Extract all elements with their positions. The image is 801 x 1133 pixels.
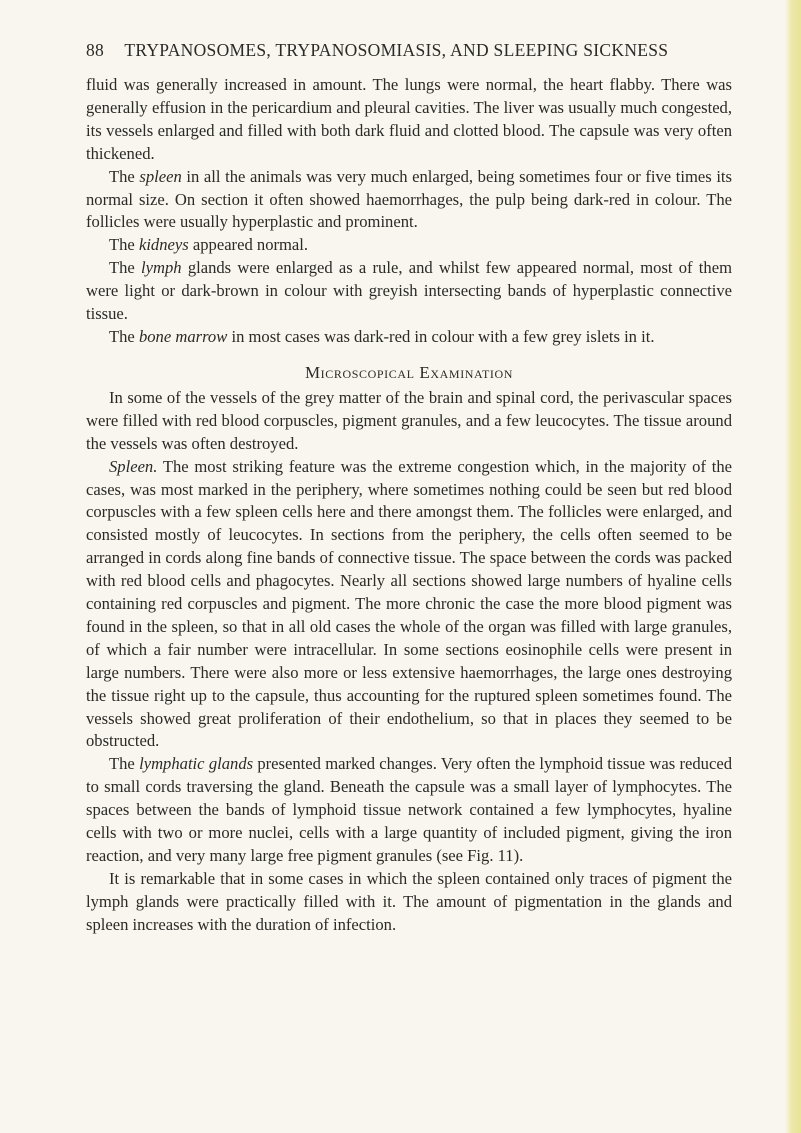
- page-number: 88: [86, 40, 105, 60]
- body-text: [86, 74, 732, 937]
- lymphatic-glands-term: lymphatic glands: [139, 754, 254, 774]
- spleen-heading-term: Spleen.: [109, 456, 158, 476]
- page-edge: [785, 0, 801, 1133]
- spleen-term: spleen: [139, 166, 182, 186]
- paragraph-kidneys: The kidneys appeared normal.: [109, 235, 309, 255]
- paragraph-spleen-microscopy: Spleen. The most striking feature was the extreme congestion which, in the majority of the cases, was most marked in the periphery, where sometimes nothing could be seen but red blood corpuscles with a few spleen cells here and there amongst them. The follicles were enlarged, and consisted mostly of leucocytes. In sections from the periphery, the cells often seemed to be arranged in cords along fine bands of connective tissue. The space between the cords was packed with red blood cells and phagocytes. Nearly all sections showed large numbers of hyaline cells containing red corpuscles and pigment. The more chronic the case the more blood pigment was found in the spleen, so that in all old cases the whole of the organ was filled with large granules, of which a fair number were intracellular. In some sections eosinophile cells were present in large numbers. There were also more or less extensive haemorrhages, the large ones destroying the tissue right up to the capsule, thus accounting for the ruptured spleen sometimes found. The vessels showed great proliferation of their endothelium, so that in places they seemed to be obstructed.: [86, 456, 732, 751]
- paragraph-continuation: fluid was generally increased in amount. The lungs were normal, the heart flabby. There was generally effusion in the pericardium and pleural cavities. The liver was usually much congested, its vessels enlarged and filled with both dark fluid and clotted blood. The capsule was very often thickened.: [86, 75, 732, 163]
- paragraph-bone-marrow: The bone marrow in most cases was dark-red in colour with a few grey islets in it.: [109, 326, 655, 346]
- section-heading: Microscopical Examination: [304, 362, 514, 382]
- running-header: [86, 40, 726, 64]
- paragraph-spleen: The spleen in all the animals was very much enlarged, being sometimes four or five times its normal size. On section it often showed haemorrhages, the pulp being dark-red in colour. The follicles were usually hyperplastic and prominent.: [86, 166, 732, 232]
- bone-marrow-term: bone marrow: [138, 326, 228, 346]
- paragraph-lymph: The lymph glands were enlarged as a rule, and whilst few appeared normal, most of them were light or dark-brown in colour with greyish intersecting bands of hyperplastic connective tissue.: [86, 258, 732, 324]
- kidneys-term: kidneys: [138, 235, 189, 255]
- lymph-term: lymph: [141, 258, 182, 278]
- paragraph-brain-vessels: In some of the vessels of the grey matter of the brain and spinal cord, the perivascular spaces were filled with red blood corpuscles, pigment granules, and a few leucocytes. The tissue around the vessels was often destroyed.: [86, 387, 732, 453]
- running-title: TRYPANOSOMES, TRYPANOSOMIASIS, AND SLEEPING SICKNESS: [124, 40, 669, 60]
- paragraph-pigment-remark: It is remarkable that in some cases in which the spleen contained only traces of pigment the lymph glands were practically filled with it. The amount of pigmentation in the glands and spleen increases with the duration of infection.: [86, 868, 732, 934]
- paragraph-lymphatic-glands: The lymphatic glands presented marked changes. Very often the lymphoid tissue was reduced to small cords traversing the gland. Beneath the capsule was a small layer of lymphocytes. The spaces between the bands of lymphoid tissue network contained a few lymphocytes, hyaline cells with two or more nuclei, cells with a large quantity of included pigment, giving the iron reaction, and very many large free pigment granules (see Fig. 11).: [86, 754, 732, 865]
